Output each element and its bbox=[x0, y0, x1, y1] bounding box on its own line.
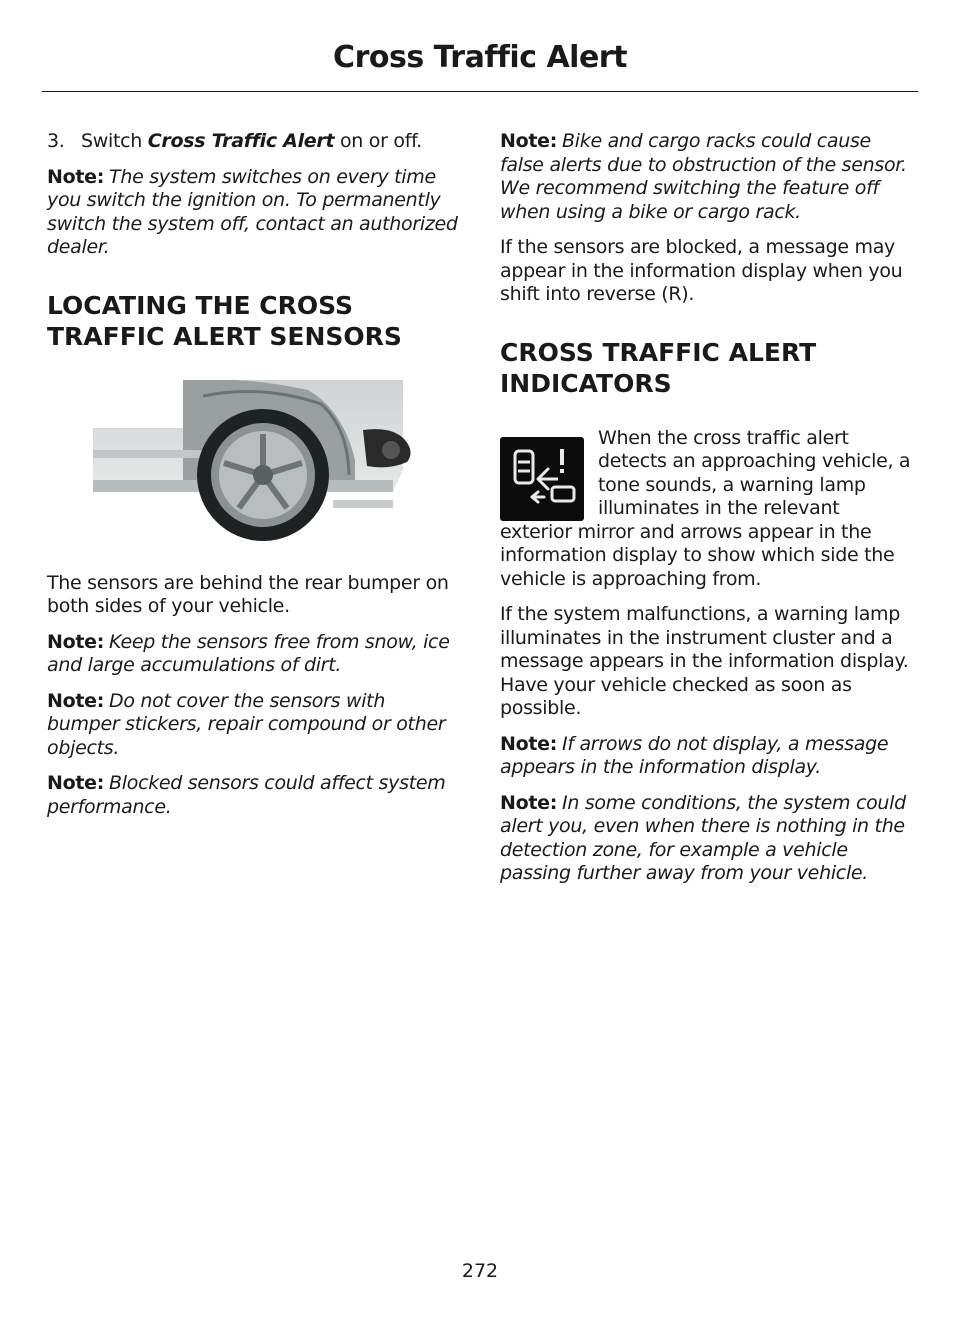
note-label: Note: bbox=[47, 772, 105, 794]
note-label: Note: bbox=[500, 130, 558, 152]
feature-name: Cross Traffic Alert bbox=[147, 130, 335, 152]
page-title: Cross Traffic Alert bbox=[333, 40, 627, 75]
note bbox=[47, 166, 462, 260]
title-divider bbox=[42, 91, 918, 92]
note bbox=[500, 792, 915, 886]
step-suffix: on or off. bbox=[339, 130, 422, 152]
indicator-description bbox=[500, 427, 915, 592]
heading-line: CROSS TRAFFIC ALERT bbox=[500, 337, 817, 367]
right-column bbox=[500, 130, 915, 898]
note bbox=[47, 631, 462, 678]
paragraph: If the sensors are blocked, a message may appear in the information display when you shift into reverse (R). bbox=[500, 236, 903, 305]
page-number: 272 bbox=[461, 1260, 499, 1282]
note bbox=[500, 130, 915, 224]
note bbox=[47, 772, 462, 819]
paragraph: The sensors are behind the rear bumper on both sides of your vehicle. bbox=[47, 571, 449, 617]
note-text: Do not cover the sensors with bumper stickers, repair compound or other objects. bbox=[47, 689, 446, 759]
note-text: Keep the sensors free from snow, ice and large accumulations of dirt. bbox=[47, 630, 450, 676]
step-3 bbox=[47, 130, 462, 154]
note-text: If arrows do not display, a message appears in the information display. bbox=[500, 732, 889, 778]
note-text: The system switches on every time you switch the ignition on. To permanently switch the system off, contact an authorized dealer. bbox=[47, 165, 458, 258]
paragraph: If the system malfunctions, a warning lamp illuminates in the instrument cluster and a message appears in the information display. Have your vehicle checked as soon as possible. bbox=[500, 603, 909, 719]
note-text: In some conditions, the system could alert you, even when there is nothing in the detection zone, for example a vehicle passing further away from your vehicle. bbox=[500, 791, 906, 884]
section-heading-indicators bbox=[500, 337, 915, 399]
rear-wheel-bumper-sensor-illustration bbox=[93, 380, 455, 542]
note-label: Note: bbox=[47, 630, 105, 653]
note-label: Note: bbox=[47, 165, 105, 188]
heading-line: TRAFFIC ALERT SENSORS bbox=[47, 321, 402, 351]
step-number: 3. bbox=[47, 130, 65, 152]
cross-traffic-alert-warning-icon bbox=[500, 437, 584, 521]
note bbox=[500, 733, 915, 780]
note-label: Note: bbox=[500, 732, 558, 755]
left-column bbox=[47, 130, 462, 831]
heading-line: LOCATING THE CROSS bbox=[47, 290, 354, 320]
note-text: Bike and cargo racks could cause false alerts due to obstruction of the sensor. We recommend switching the feature off when using a bike or cargo rack. bbox=[500, 130, 907, 223]
indicator-text: When the cross traffic alert detects an approaching vehicle, a tone sounds, a warning lamp illuminates in the relevant exterior mirror and arrows appear in the information display to show which side the vehicle is approaching from. bbox=[500, 426, 911, 590]
note-text: Blocked sensors could affect system performance. bbox=[47, 772, 446, 818]
section-heading-locating-sensors bbox=[47, 290, 462, 352]
note bbox=[47, 690, 462, 761]
heading-line: INDICATORS bbox=[500, 368, 672, 398]
note-label: Note: bbox=[500, 791, 558, 814]
note-label: Note: bbox=[47, 689, 105, 712]
step-prefix: Switch bbox=[81, 130, 143, 152]
